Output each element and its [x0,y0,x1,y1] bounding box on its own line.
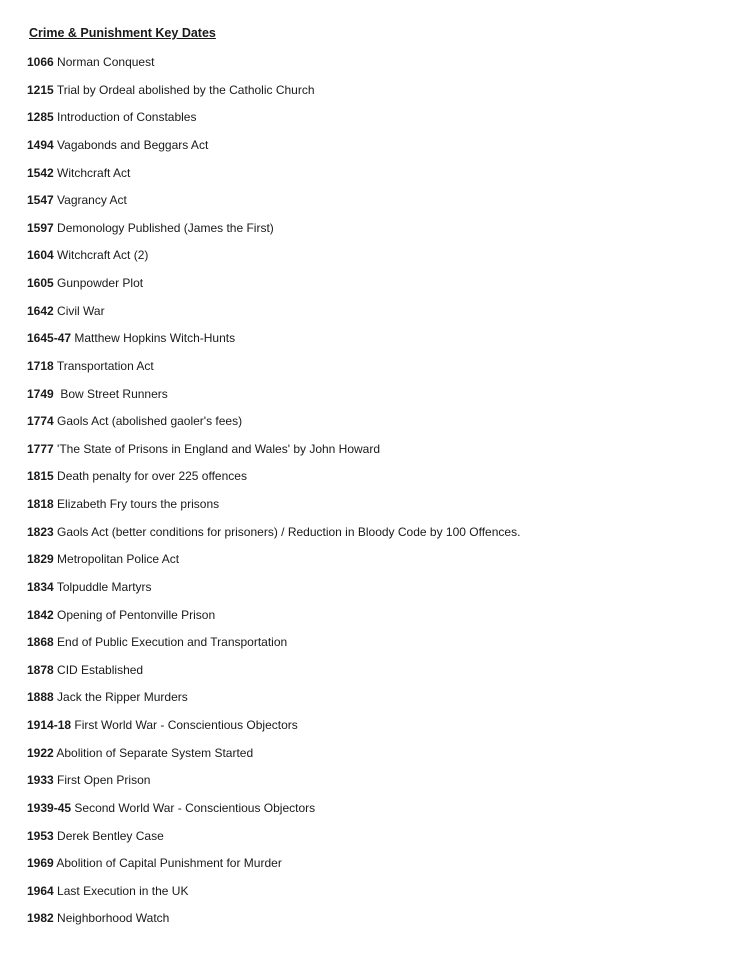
entry-year: 1933 [27,773,54,788]
entry-event: Abolition of Separate System Started [56,745,254,760]
entry-event: Matthew Hopkins Witch-Hunts [74,331,236,346]
entry-event: Gaols Act (abolished gaoler's fees) [57,414,243,429]
list-item [27,137,520,165]
list-item [27,54,520,82]
entry-event: CID Established [57,662,144,677]
entry-year: 1878 [27,662,54,677]
entry-year: 1066 [27,55,54,69]
entry-year: 1888 [27,690,54,705]
entry-year: 1777 [27,441,54,456]
entry-year: 1494 [27,137,54,152]
entry-event: Introduction of Constables [57,110,197,125]
list-item [27,855,520,883]
entry-year: 1842 [27,607,54,622]
entry-event: Abolition of Capital Punishment for Murder [56,856,282,871]
entry-year: 1829 [27,552,54,567]
list-item [27,800,520,828]
entry-event: Witchcraft Act (2) [57,248,149,263]
list-item [27,579,520,607]
key-dates-list [27,54,520,938]
list-item [27,358,520,386]
entry-event: Derek Bentley Case [57,828,164,843]
entry-year: 1597 [27,220,54,235]
entry-year: 1939-45 [27,800,72,815]
page-title: Crime & Punishment Key Dates [29,26,216,40]
entry-year: 1605 [27,276,54,290]
entry-year: 1953 [27,828,54,843]
entry-event: Death penalty for over 225 offences [57,469,247,484]
list-item [27,413,520,441]
entry-year: 1922 [27,745,54,760]
list-item [27,662,520,690]
entry-year: 1982 [27,911,54,926]
entry-year: 1604 [27,248,54,263]
list-item [27,745,520,773]
entry-year: 1868 [27,635,54,650]
list-item [27,220,520,248]
entry-event: Gaols Act (better conditions for prisoners) / Reduction in Bloody Code by 100 Offences. [57,524,521,539]
list-item [27,165,520,193]
entry-year: 1818 [27,497,54,511]
entry-year: 1718 [27,358,54,373]
entry-event: Last Execution in the UK [57,883,189,898]
entry-year: 1834 [27,579,54,594]
list-item [27,772,520,800]
entry-year: 1542 [27,165,54,180]
entry-year: 1285 [27,110,54,125]
entry-event: Trial by Ordeal abolished by the Catholic Church [56,82,315,97]
entry-year: 1964 [27,883,54,898]
list-item [27,689,520,717]
list-item [27,634,520,662]
list-item [27,883,520,911]
list-item [27,82,520,110]
entry-event: Tolpuddle Martyrs [56,579,152,594]
entry-event: Vagrancy Act [57,193,127,208]
entry-year: 1547 [27,193,54,208]
entry-event: 'The State of Prisons in England and Wales' by John Howard [57,441,381,456]
entry-event: End of Public Execution and Transportation [57,635,288,650]
entry-event: Jack the Ripper Murders [57,690,188,705]
entry-event: Opening of Pentonville Prison [57,607,216,622]
list-item [27,192,520,220]
entry-event: First Open Prison [57,773,151,788]
entry-event: Transportation Act [56,358,154,373]
entry-event: Vagabonds and Beggars Act [57,137,209,152]
list-item [27,386,520,414]
list-item [27,828,520,856]
list-item [27,607,520,635]
list-item [27,717,520,745]
entry-event: Neighborhood Watch [57,911,170,926]
entry-year: 1645-47 [27,331,72,346]
entry-year: 1749 [27,386,54,401]
entry-year: 1215 [27,82,54,97]
entry-event: Civil War [57,303,105,318]
entry-event: Elizabeth Fry tours the prisons [57,497,220,511]
entry-event: First World War - Conscientious Objectors [74,718,298,732]
entry-year: 1774 [27,414,54,429]
entry-event: Gunpowder Plot [57,276,144,290]
list-item [27,303,520,331]
entry-event: Metropolitan Police Act [57,552,180,567]
entry-event: Bow Street Runners [57,386,168,401]
list-item [27,551,520,579]
entry-event: Second World War - Conscientious Objectors [74,800,316,815]
list-item [27,910,520,938]
list-item [27,109,520,137]
entry-year: 1969 [27,856,54,871]
list-item [27,468,520,496]
entry-year: 1815 [27,469,54,484]
entry-year: 1642 [27,303,54,318]
list-item [27,496,520,524]
list-item [27,524,520,552]
list-item [27,247,520,275]
entry-event: Demonology Published (James the First) [57,220,274,235]
list-item [27,275,520,303]
entry-year: 1823 [27,524,54,539]
entry-event: Norman Conquest [57,55,155,69]
list-item [27,330,520,358]
entry-year: 1914-18 [27,718,72,732]
entry-event: Witchcraft Act [57,165,131,180]
list-item [27,441,520,469]
